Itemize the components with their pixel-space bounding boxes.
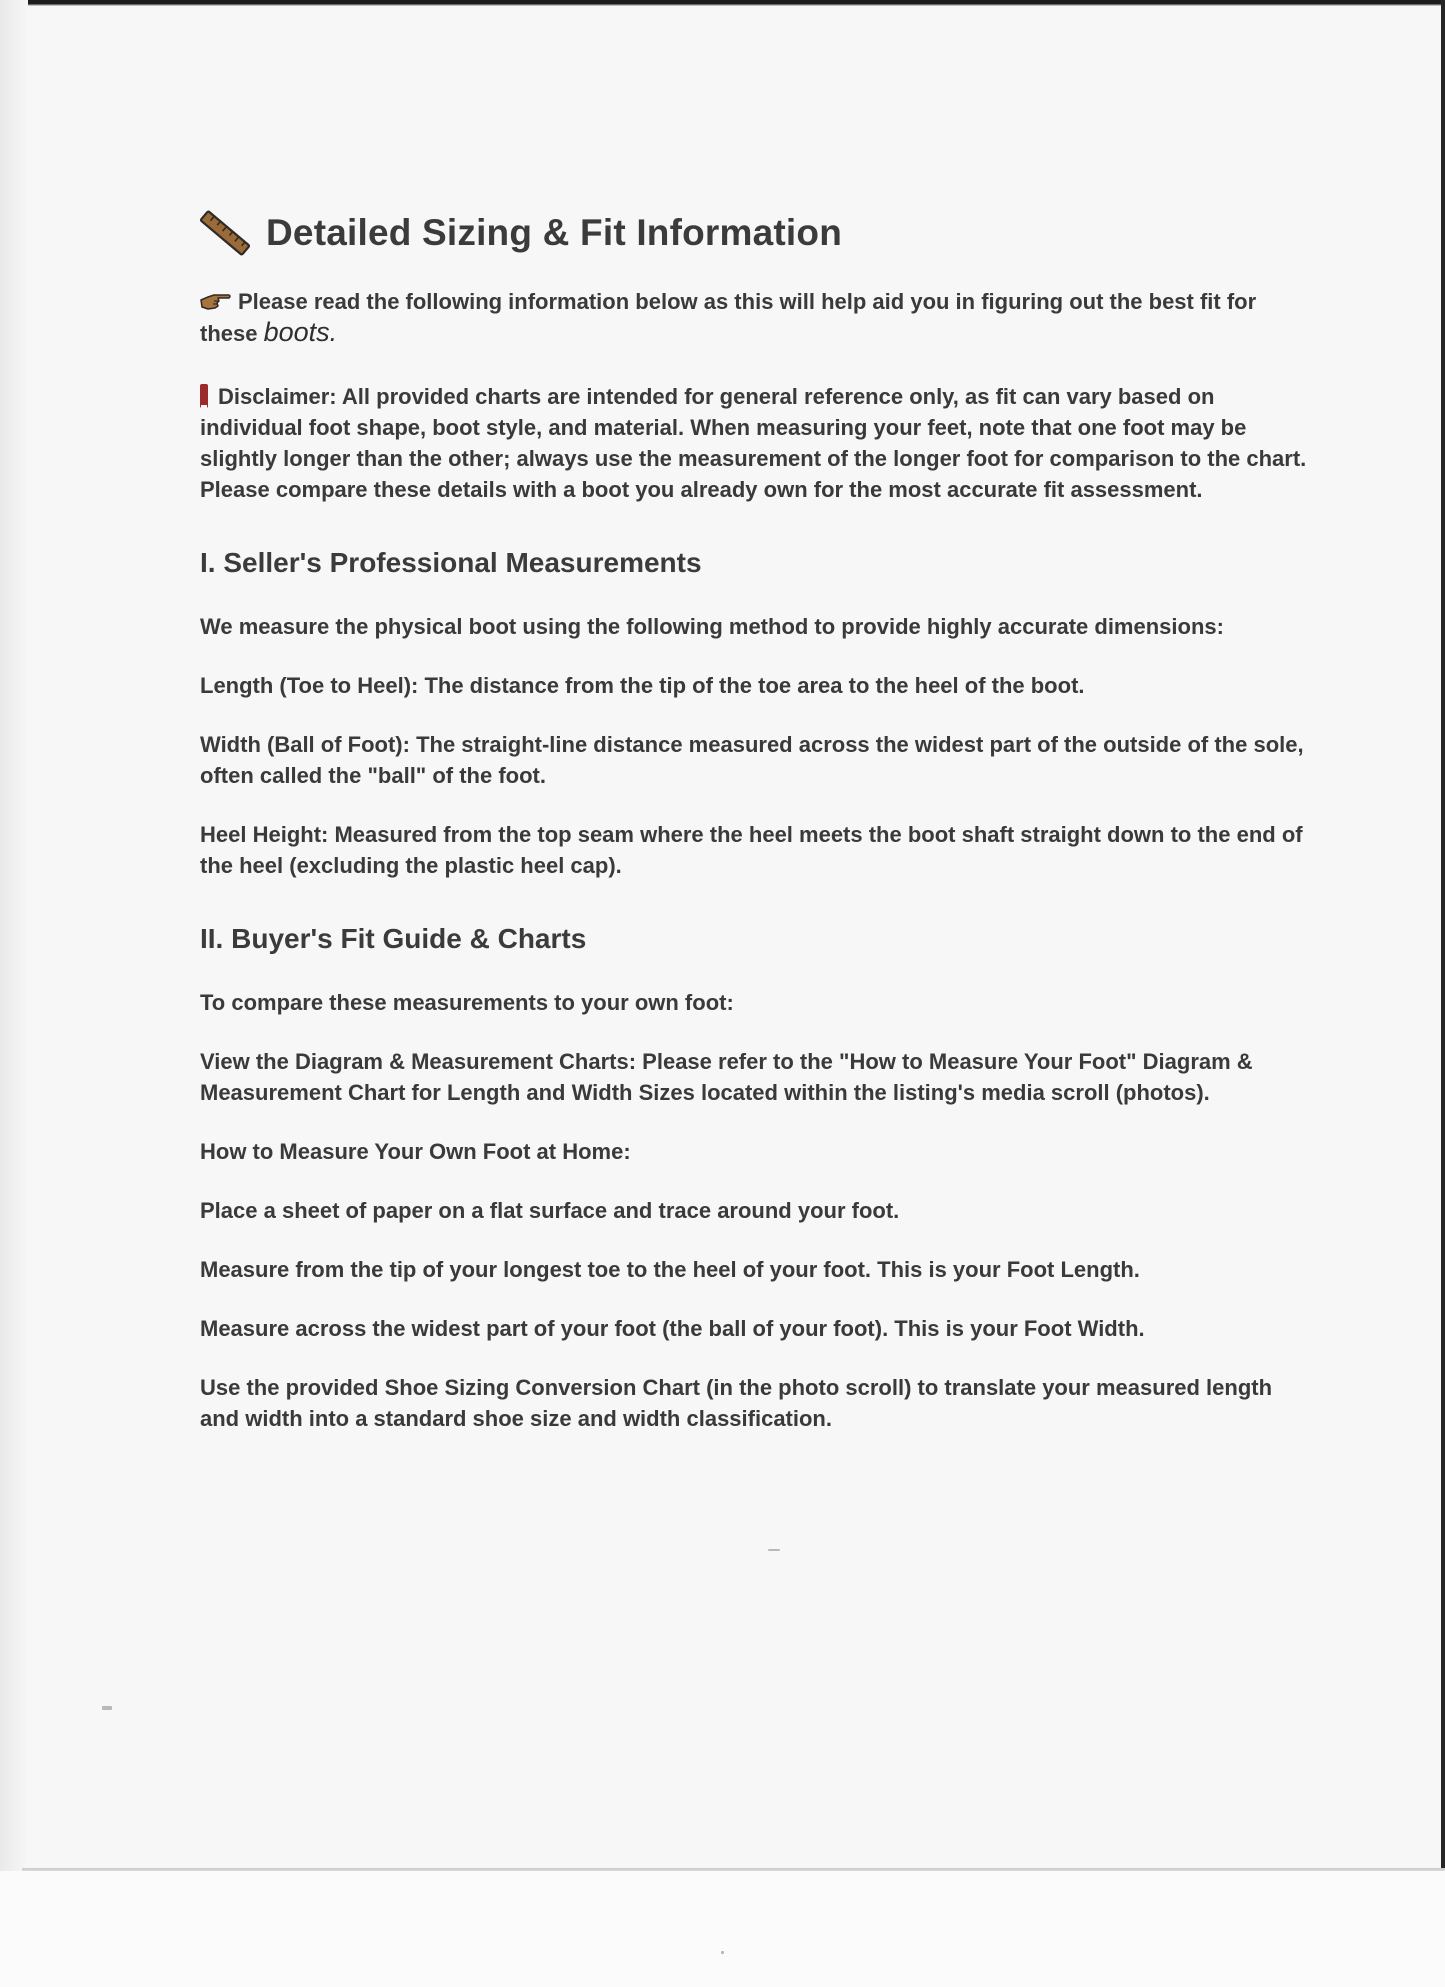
page-bottom-area [0,1871,1445,1987]
document-body [200,200,1310,1434]
scan-speck [102,1706,112,1710]
width-definition: Width (Ball of Foot): The straight-line distance measured across the widest part of the outside of the sole, often called the "ball" of the foot. [200,732,1304,788]
exclamation-icon [200,384,208,408]
section-heading-buyer: II. Buyer's Fit Guide & Charts [200,923,587,954]
ruler-icon [200,208,250,258]
pointing-hand-icon [200,291,232,311]
scan-speck [721,1951,724,1954]
seller-lead: We measure the physical boot using the following method to provide highly accurate dimensions: [200,614,1224,639]
intro-emphasis: boots. [263,317,338,347]
disclaimer-paragraph [200,381,1310,505]
step-foot-width: Measure across the widest part of your foot (the ball of your foot). This is your Foot Width. [200,1316,1145,1341]
how-to-heading: How to Measure Your Own Foot at Home: [200,1139,631,1164]
disclaimer-text: Disclaimer: All provided charts are intended for general reference only, as fit can vary based on individual foot shape, boot style, and material. When measuring your feet, note that one foot may be slightly longer than the other; always use the measurement of the longer foot for comparison to the chart. Please compare these details with a boot you already own for the most accurate fit assessment. [200,384,1307,502]
scan-right-edge [1441,0,1445,1987]
scan-speck [768,1549,780,1551]
intro-paragraph [200,286,1310,349]
intro-text: Please read the following information below as this will help aid you in figuring out the best fit for these [200,289,1257,346]
length-definition: Length (Toe to Heel): The distance from the tip of the toe area to the heel of the boot. [200,673,1085,698]
scan-top-edge [0,0,1445,6]
heel-height-definition: Heel Height: Measured from the top seam where the heel meets the boot shaft straight down to the end of the heel (excluding the plastic heel cap). [200,822,1303,878]
buyer-lead: To compare these measurements to your own foot: [200,990,734,1015]
scan-left-shade [0,0,28,1872]
section-heading-seller: I. Seller's Professional Measurements [200,547,702,578]
step-foot-length: Measure from the tip of your longest toe to the heel of your foot. This is your Foot Length. [200,1257,1140,1282]
charts-instructions: View the Diagram & Measurement Charts: Please refer to the "How to Measure Your Foot" Diagram & Measurement Chart for Length and Width Sizes located within the listing's media scroll (photos). [200,1049,1253,1105]
step-conversion-chart: Use the provided Shoe Sizing Conversion Chart (in the photo scroll) to translate your measured length and width into a standard shoe size and width classification. [200,1375,1273,1431]
step-trace-foot: Place a sheet of paper on a flat surface and trace around your foot. [200,1198,900,1223]
page-title [200,200,1310,266]
page-title-text: Detailed Sizing & Fit Information [266,212,842,253]
